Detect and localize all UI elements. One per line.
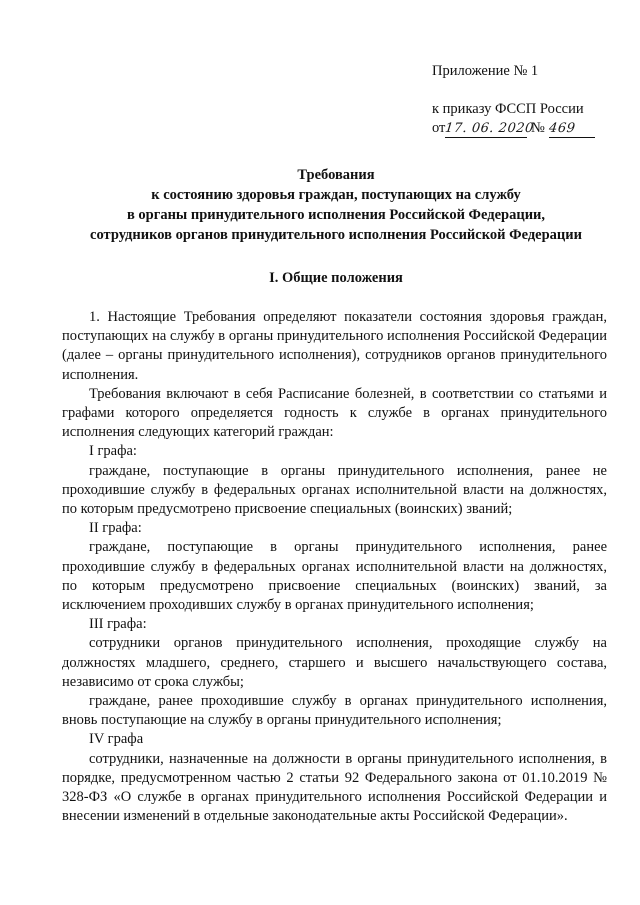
order-date-field [444, 120, 535, 138]
date-prefix: от [432, 120, 446, 136]
title-line-2: к состоянию здоровья граждан, поступающих на службу [151, 187, 521, 203]
number-prefix: № [531, 120, 545, 136]
column-3-text-a: сотрудники органов принудительного исполнения, проходящие службу на должностях младшего, среднего, старшего и высшего начальствующего состава, независимо от срока службы; [62, 635, 607, 690]
title-line-4: сотрудников органов принудительного исполнения Российской Федерации [90, 227, 582, 243]
column-label-1: I графа: [89, 443, 137, 460]
column-2-text: граждане, поступающие в органы принудительного исполнения, ранее проходившие службу в федеральных органах исполнительной власти на должностях, по которым предусмотрено присвоение специальных (воинских) званий, за исключением проходивших службу в органах принудительного исполнения; [62, 539, 607, 614]
column-label-4: IV графа [89, 731, 144, 748]
document-body [62, 308, 607, 826]
appendix-number: Приложение № 1 [432, 63, 539, 79]
document-title [40, 165, 632, 245]
order-number-field [549, 120, 595, 138]
column-1-text: граждане, поступающие в органы принудительного исполнения, ранее не проходившие службу в федеральных органах исполнительной власти на должностях, по которым предусмотрено присвоение специальных (воинских) званий; [62, 462, 607, 518]
order-date-handwritten: 17. 06. 2020 [444, 121, 535, 136]
paragraph-requirements: Требования включают в себя Расписание болезней, в соответствии со статьями и графами которого определяется годность к службе в органах принудительного исполнения следующих категорий граждан: [62, 385, 607, 441]
paragraph-1: 1. Настоящие Требования определяют показатели состояния здоровья граждан, поступающих на службу в органы принудительного исполнения Российской Федерации (далее – органы принудительного исполнения), сотрудников органов принудительного исполнения. [62, 309, 607, 383]
order-reference: к приказу ФССП России [432, 101, 584, 117]
order-number-handwritten: 469 [547, 121, 576, 136]
column-label-2: II графа: [89, 520, 142, 537]
column-4-text: сотрудники, назначенные на должности в органы принудительного исполнения, в порядке, предусмотренном частью 2 статьи 92 Федерального закона от 01.10.2019 № 328-ФЗ «О службе в органах принудительного исполнения Российской Федерации и внесении изменений в отдельные законодательные акты Российской Федерации». [62, 750, 607, 825]
appendix-header [432, 62, 595, 138]
column-3-text-b: граждане, ранее проходившие службу в органах принудительного исполнения, вновь поступающие на службу в органы принудительного исполнения; [62, 693, 607, 729]
title-line-1: Требования [297, 167, 375, 183]
column-label-3: III графа: [89, 616, 147, 633]
order-date-line [432, 119, 595, 138]
title-line-3: в органы принудительного исполнения Российской Федерации, [126, 207, 546, 223]
section-heading: I. Общие положения [269, 270, 403, 286]
